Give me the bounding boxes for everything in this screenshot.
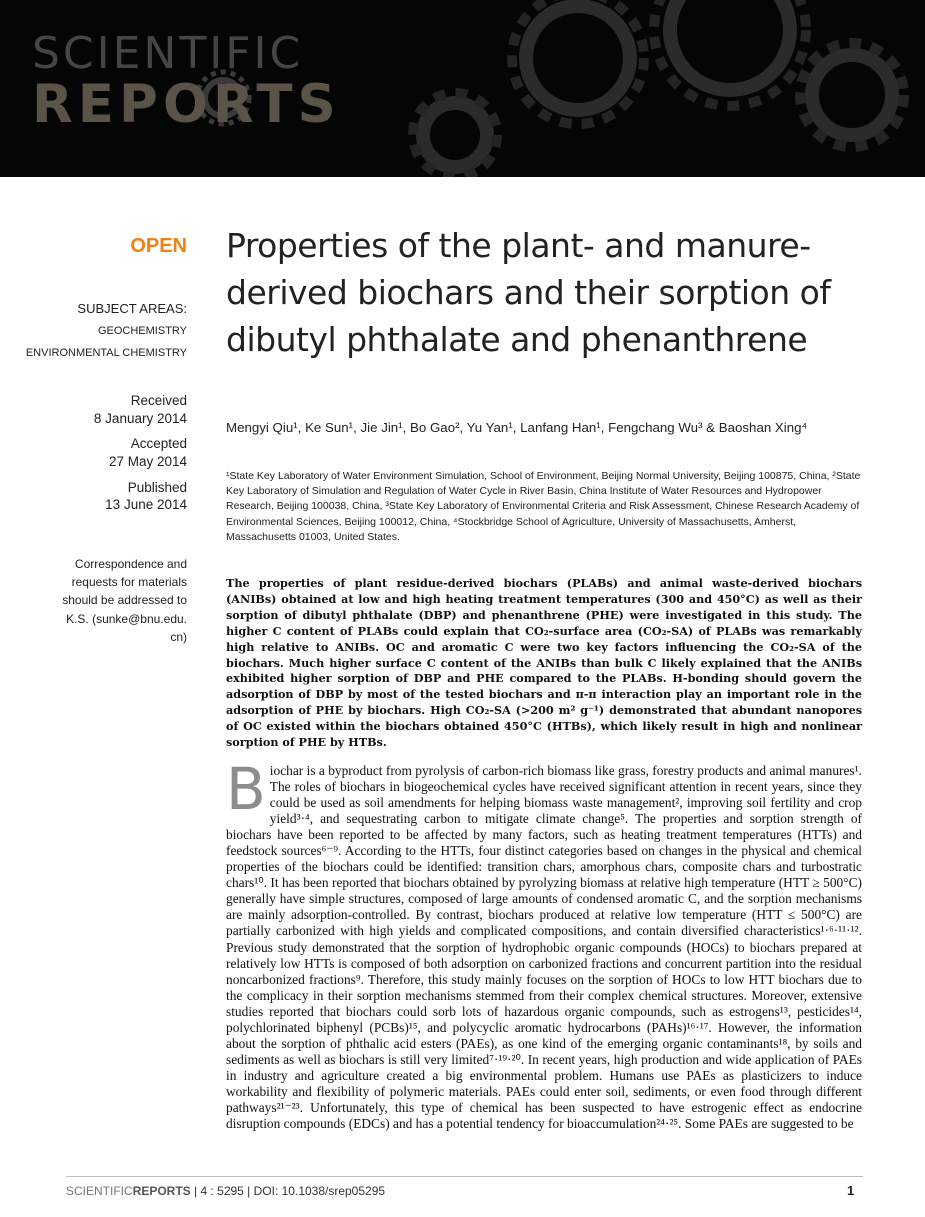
received-label: Received bbox=[130, 393, 187, 408]
page-number: 1 bbox=[847, 1183, 855, 1198]
accepted-date: 27 May 2014 bbox=[108, 454, 187, 469]
body-paragraph: iochar is a byproduct from pyrolysis of carbon-rich biomass like grass, forestry products and animal manures¹. The roles of biochars in biogeochemical cycles have received significant attention in recent years, since they could be used as soil amendments for helping biomass waste management², improving soil fertility and crop yield³·⁴, and sequestrating carbon to mitigate climate change⁵. The properties and sorption strength of biochars have been reported to be affected by many factors, such as heating treatment temperatures (HTTs) and feedstock sources⁶⁻⁹. According to the HTTs, four distinct categories based on changes in the physical and chemical properties of the biochars could be identified: transition chars, amorphous chars, composite chars and turbostratic chars¹⁰. It has been reported that biochars obtained by pyrolyzing biomass at relative high temperature (HTT ≥ 500°C) generally have simple structures, composed of large amounts of condensed aromatic C, and the sorption mechanisms are mainly adsorption-controlled. By contrast, biochars produced at relative low temperature (HTT ≤ 500°C) are partially carbonized with high yields and complicated compositions, and contain diversified characteristics¹·⁶·¹¹·¹². Previous study demonstrated that the sorption of hydrophobic organic compounds (HOCs) to biochars prepared at relatively low HTTs is composed of both adsorption on carbonized fractions and concurrent partition into the residual noncarbonized fractions⁹. Therefore, this study mainly focuses on the sorption of HOCs to low HTT biochars due to the complicacy in their sorption mechanisms stemmed from their complex chemical structures. Moreover, extensive studies reported that biochars could sorb lots of hazardous organic compounds, such as estrogens¹³, pesticides¹⁴, polychlorinated biphenyl (PCBs)¹⁵, and polycyclic aromatic hydrocarbons (PAHs)¹⁶·¹⁷. However, the information about the sorption of phthalic acid esters (PAEs), as one kind of the emerging organic contaminants¹⁸, by soils and sediments as well as biochars is still very limited⁷·¹⁹·²⁰. In recent years, high production and wide application of PAEs in industry and agriculture created a big environmental problem. Humans use PAEs as plasticizers to induce workability and flexibility of polymeric materials. PAEs could enter soil, sediments, or even food through different pathways²¹⁻²³. Unfortunately, this type of chemical has been suspected to have estrogenic effect as endocrine disruption compounds (EDCs) and has a potential tendency for bioaccumulation²⁴·²⁵. Some PAEs are suggested to be bbox=[226, 763, 862, 1132]
body-text bbox=[226, 755, 862, 1132]
article-title: Properties of the plant- and manure-derived biochars and their sorption of dibutyl phthalate and phenanthrene bbox=[226, 226, 831, 359]
subject-area-link[interactable]: GEOCHEMISTRY bbox=[97, 325, 187, 337]
published-label: Published bbox=[127, 480, 187, 495]
subject-areas-heading: SUBJECT AREAS: bbox=[77, 301, 187, 316]
correspondence-email-link[interactable]: cn) bbox=[170, 630, 187, 644]
correspondence-line: should be addressed to bbox=[62, 593, 187, 607]
correspondence-email-link[interactable]: K.S. (sunke@bnu.edu. bbox=[66, 612, 187, 626]
footer-doi: | 4 : 5295 | DOI: 10.1038/srep05295 bbox=[190, 1184, 386, 1198]
footer-citation bbox=[66, 1184, 385, 1198]
open-access-label: OPEN bbox=[130, 235, 187, 257]
footer-journal-light: SCIENTIFIC bbox=[66, 1184, 133, 1198]
correspondence-line: Correspondence and bbox=[74, 557, 187, 571]
received-date: 8 January 2014 bbox=[93, 411, 187, 426]
footer-journal-bold: REPORTS bbox=[132, 1184, 191, 1198]
affiliations: ¹State Key Laboratory of Water Environment Simulation, School of Environment, Beijing Normal University, Beijing 100875, China, ²State Key Laboratory of Simulation and Regulation of Water Cycle in River Basin, China Institute of Water Resources and Hydropower Research, Beijing 100038, China, ³State Key Laboratory of Environmental Criteria and Risk Assessment, Chinese Research Academy of Environmental Sciences, Beijing 100012, China, ⁴Stockbridge School of Agriculture, University of Massachusetts, Amherst, Massachusetts 01003, United States. bbox=[226, 470, 861, 543]
journal-banner bbox=[0, 0, 925, 177]
subject-area-link[interactable]: ENVIRONMENTAL CHEMISTRY bbox=[25, 347, 187, 359]
correspondence-line: requests for materials bbox=[71, 575, 187, 589]
author-list: Mengyi Qiu¹, Ke Sun¹, Jie Jin¹, Bo Gao², Yu Yan¹, Lanfang Han¹, Fengchang Wu³ & Baoshan Xing⁴ bbox=[226, 420, 808, 435]
footer-divider bbox=[66, 1176, 863, 1177]
abstract: The properties of plant residue-derived biochars (PLABs) and animal waste-derived biochars (ANIBs) obtained at low and high heating treatment temperatures (300 and 450°C) as well as their sorption of dibutyl phthalate (DBP) and phenanthrene (PHE) were investigated in this study. The higher C content of PLABs could explain that CO₂-surface area (CO₂-SA) of PLABs was remarkably high relative to ANIBs. OC and aromatic C were two key factors influencing the CO₂-SA of the biochars. Much higher surface C content of the ANIBs than bulk C likely explained that the ANIBs exhibited higher sorption of DBP and PHE compared to the PLABs. H-bonding should govern the adsorption of DBP by most of the tested biochars and π-π interaction play an important role in the adsorption of PHE by biochars. High CO₂-SA (>200 m² g⁻¹) demonstrated that abundant nanopores of OC existed within the biochars obtained 450°C (HTBs), which likely result in high and nonlinear sorption of PHE by HTBs. bbox=[226, 576, 862, 750]
journal-brand-line2: REPORTS bbox=[32, 74, 341, 135]
accepted-label: Accepted bbox=[130, 436, 187, 451]
published-date: 13 June 2014 bbox=[105, 497, 187, 512]
drop-cap: B bbox=[226, 755, 266, 823]
journal-brand-line1: SCIENTIFIC bbox=[32, 28, 304, 79]
